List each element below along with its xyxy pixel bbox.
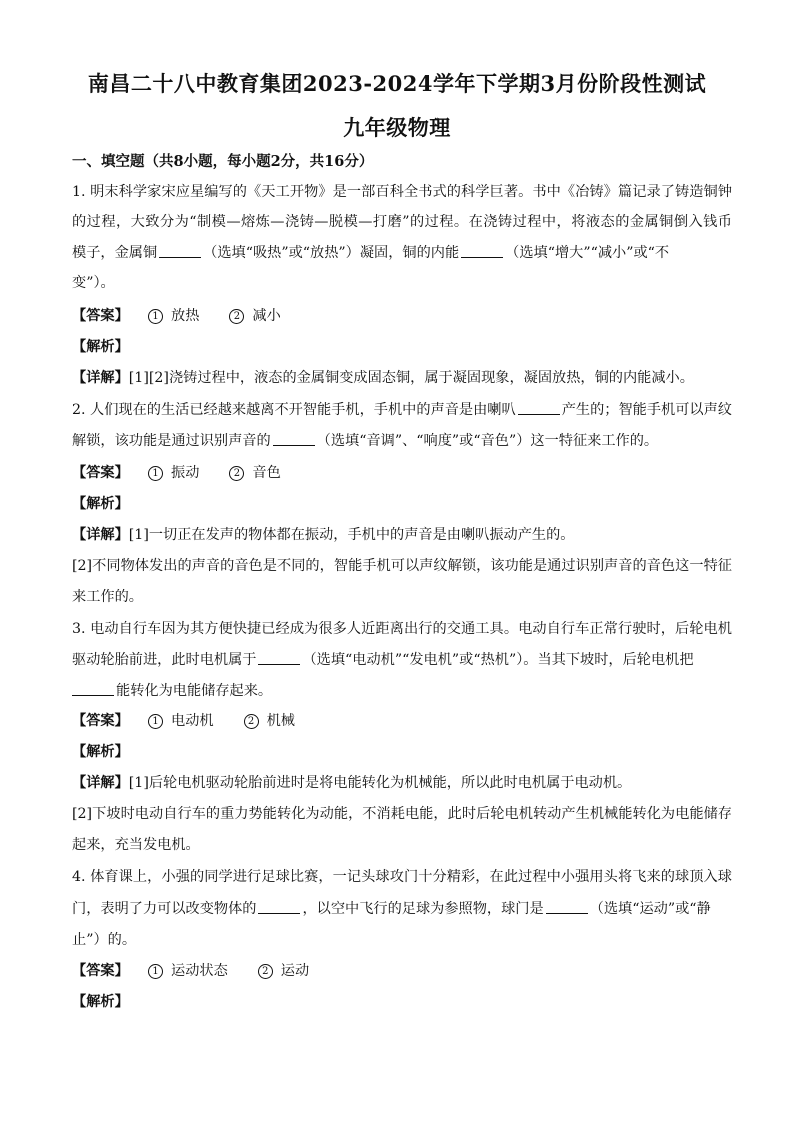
answer-label: 【答案】 bbox=[72, 308, 129, 324]
q1-text-b: （选填“吸热”或“放热”）凝固，铜的内能 bbox=[203, 245, 460, 261]
q4-line-3: 止”）的。 bbox=[72, 932, 137, 948]
q1-line-4: 变”）。 bbox=[72, 275, 115, 291]
q2-text-c: 解锁，该功能是通过识别声音的 bbox=[72, 433, 271, 449]
q3-answer-2: 机械 bbox=[266, 713, 295, 729]
q2-line-1 bbox=[72, 400, 732, 420]
q1-line-3 bbox=[72, 243, 732, 263]
q2-text-a: 2. 人们现在的生活已经越来越离不开智能手机，手机中的声音是由喇叭 bbox=[72, 402, 516, 418]
q1-answer-row bbox=[72, 306, 732, 326]
q4-answer-2: 运动 bbox=[280, 963, 310, 979]
circled-one-icon: 1 bbox=[148, 309, 163, 324]
q2-answer-1: 振动 bbox=[171, 465, 200, 481]
q3-line-3 bbox=[72, 681, 732, 701]
q3-detail-1: [1]后轮电机驱动轮胎前进时是将电能转化为机械能，所以此时电机属于电动机。 bbox=[128, 775, 632, 791]
q2-line-2 bbox=[72, 431, 732, 451]
detail-label: 【详解】 bbox=[72, 527, 129, 543]
q3-text-a: 驱动轮胎前进，此时电机属于 bbox=[72, 652, 257, 668]
q3-blank-2 bbox=[72, 681, 114, 696]
q2-blank-1 bbox=[518, 400, 560, 415]
q2-detail-3: 来工作的。 bbox=[72, 589, 143, 605]
q3-line-1: 3. 电动自行车因为其方便快捷已经成为很多人近距离出行的交通工具。电动自行车正常行驶时，后轮电机 bbox=[72, 621, 732, 637]
q2-text-d: （选填“音调”、“响度”或“音色”）这一特征来工作的。 bbox=[316, 433, 659, 449]
circled-two-icon: 2 bbox=[229, 309, 244, 324]
q3-answer-row bbox=[72, 711, 732, 731]
q4-analysis-row bbox=[72, 992, 732, 1012]
q2-detail-row bbox=[72, 525, 732, 545]
analysis-label: 【解析】 bbox=[72, 744, 129, 760]
circled-two-icon: 2 bbox=[244, 714, 259, 729]
q1-blank-1 bbox=[159, 243, 201, 258]
q3-text-c: 能转化为电能储存起来。 bbox=[116, 683, 273, 699]
q4-line-2 bbox=[72, 899, 732, 919]
q1-analysis-row bbox=[72, 337, 732, 357]
q4-line-1: 4. 体育课上，小强的同学进行足球比赛，一记头球攻门十分精彩，在此过程中小强用头将飞来的球顶入球 bbox=[72, 869, 732, 885]
circled-two-icon: 2 bbox=[258, 964, 273, 979]
q1-answer-2: 减小 bbox=[252, 308, 281, 324]
q3-analysis-row bbox=[72, 742, 732, 762]
q4-answer-1: 运动状态 bbox=[171, 963, 228, 979]
answer-label: 【答案】 bbox=[72, 713, 129, 729]
exam-title: 南昌二十八中教育集团2023-2024学年下学期3月份阶段性测试 bbox=[87, 71, 707, 96]
q3-line-2 bbox=[72, 650, 732, 670]
q4-text-a: 门，表明了力可以改变物体的 bbox=[72, 901, 257, 917]
answer-label: 【答案】 bbox=[72, 963, 129, 979]
q3-blank-1 bbox=[258, 650, 300, 665]
q2-detail-1: [1]一切正在发声的物体都在振动，手机中的声音是由喇叭振动产生的。 bbox=[128, 527, 575, 543]
detail-label: 【详解】 bbox=[72, 370, 129, 386]
q2-detail-2: [2]不同物体发出的声音的音色是不同的，智能手机可以声纹解锁，该功能是通过识别声音的音色这一特征 bbox=[72, 558, 732, 574]
q2-answer-row bbox=[72, 463, 732, 483]
q4-blank-1 bbox=[258, 899, 300, 914]
exam-subtitle: 九年级物理 bbox=[343, 115, 451, 140]
q3-detail-2: [2]下坡时电动自行车的重力势能转化为动能，不消耗电能，此时后轮电机转动产生机械能转化为电能储存 bbox=[72, 806, 732, 822]
q1-detail-1: [1][2]浇铸过程中，液态的金属铜变成固态铜，属于凝固现象，凝固放热，铜的内能减小。 bbox=[128, 370, 694, 386]
analysis-label: 【解析】 bbox=[72, 496, 129, 512]
answer-label: 【答案】 bbox=[72, 465, 129, 481]
q1-text-c: （选填“增大”“减小”或“不 bbox=[505, 245, 670, 261]
q1-blank-2 bbox=[461, 243, 503, 258]
detail-label: 【详解】 bbox=[72, 775, 129, 791]
q2-blank-2 bbox=[273, 431, 315, 446]
q4-text-c: （选填“运动”或“静 bbox=[589, 901, 711, 917]
q3-detail-3: 起来，充当发电机。 bbox=[72, 837, 200, 853]
circled-two-icon: 2 bbox=[229, 466, 244, 481]
q3-detail-row bbox=[72, 773, 732, 793]
q2-analysis-row bbox=[72, 494, 732, 514]
q3-answer-1: 电动机 bbox=[171, 713, 214, 729]
analysis-label: 【解析】 bbox=[72, 994, 129, 1010]
q1-line-1: 1. 明末科学家宋应星编写的《天工开物》是一部百科全书式的科学巨著。书中《冶铸》篇记录了铸造铜钟 bbox=[72, 184, 732, 200]
analysis-label: 【解析】 bbox=[72, 339, 129, 355]
q4-answer-row bbox=[72, 961, 732, 981]
q4-text-b: ，以空中飞行的足球为参照物，球门是 bbox=[302, 901, 544, 917]
section-heading: 一、填空题（共8小题，每小题2分，共16分） bbox=[72, 153, 374, 170]
q1-text-a: 模子，金属铜 bbox=[72, 245, 158, 261]
q4-blank-2 bbox=[546, 899, 588, 914]
q1-line-2: 的过程，大致分为“制模—熔炼—浇铸—脱模—打磨”的过程。在浇铸过程中，将液态的金属铜倒入钱币 bbox=[72, 214, 732, 230]
q1-answer-1: 放热 bbox=[171, 308, 200, 324]
q1-detail-row bbox=[72, 368, 732, 388]
circled-one-icon: 1 bbox=[148, 714, 163, 729]
circled-one-icon: 1 bbox=[148, 964, 163, 979]
q3-text-b: （选填“电动机”“发电机”或“热机”）。当其下坡时，后轮电机把 bbox=[302, 652, 694, 668]
circled-one-icon: 1 bbox=[148, 466, 163, 481]
q2-text-b: 产生的；智能手机可以声纹 bbox=[561, 402, 732, 418]
q2-answer-2: 音色 bbox=[252, 465, 281, 481]
